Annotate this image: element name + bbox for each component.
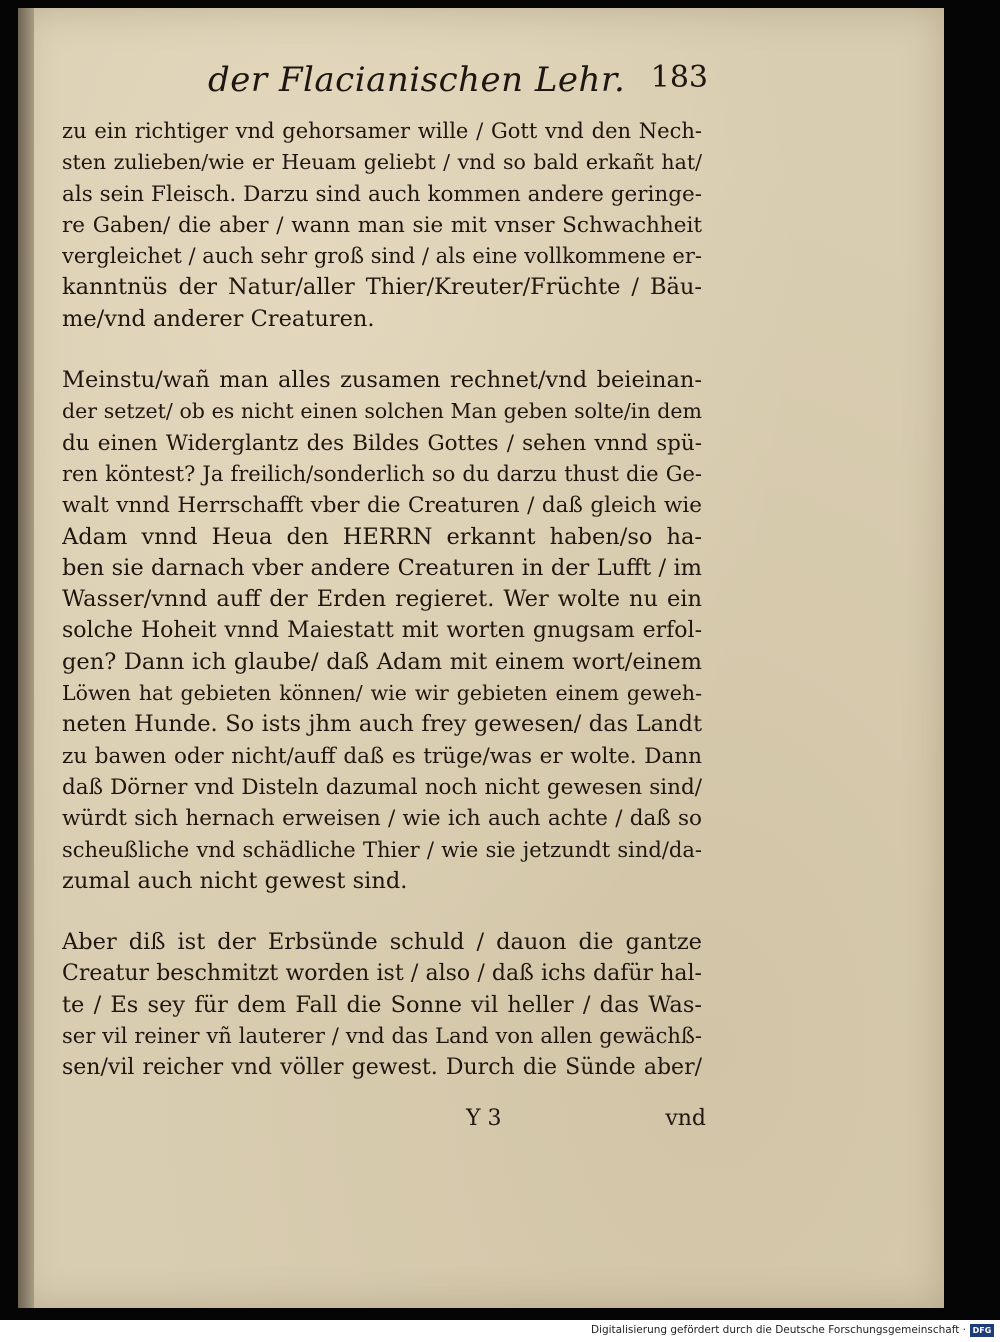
text-line: zumal auch nicht gewest sind. — [62, 867, 408, 894]
credit-bar — [0, 1320, 1000, 1342]
text-line: der setzet/ ob es nicht einen solchen Man geben solte/in dem — [62, 399, 702, 424]
text-line: Aber diß ist der Erbsünde schuld / dauon die gantze — [62, 929, 702, 956]
body-text — [62, 116, 702, 1084]
paragraph-gap — [62, 897, 702, 927]
text-line: ser vil reiner vñ lauterer / vnd das Land von allen gewächß- — [62, 1024, 702, 1049]
text-line: würdt sich hernach erweisen / wie ich auch achte / daß so — [62, 806, 702, 832]
text-line: Wasser/vnnd auff der Erden regieret. Wer wolte nu ein — [62, 586, 702, 613]
funding-credit: Digitalisierung gefördert durch die Deutsche Forschungsgemeinschaft · — [590, 1324, 966, 1336]
book-page — [18, 8, 944, 1308]
text-line: kanntnüs der Natur/aller Thier/Kreuter/Früchte / Bäu- — [62, 274, 702, 301]
text-line: Creatur beschmitzt worden ist / also / daß ichs dafür hal- — [62, 961, 702, 987]
text-line: ben sie darnach vber andere Creaturen in der Lufft / im — [62, 554, 702, 581]
catchword: vnd — [665, 1106, 706, 1131]
signature-mark: Y 3 — [466, 1106, 502, 1131]
text-line: Meinstu/wañ man alles zusamen rechnet/vnd beieinan- — [62, 367, 702, 394]
text-line: zu bawen oder nicht/auff daß es trüge/was er wolte. Dann — [62, 743, 702, 769]
text-line: solche Hoheit vnnd Maiestatt mit worten gnugsam erfol- — [62, 618, 702, 644]
text-line: als sein Fleisch. Darzu sind auch kommen andere geringe- — [62, 181, 702, 207]
paragraph-1 — [62, 116, 702, 335]
text-line: ren köntest? Ja freilich/sonderlich so du darzu thust die Ge- — [62, 461, 702, 486]
page-header — [208, 60, 708, 110]
text-line: neten Hunde. So ists jhm auch frey gewesen/ das Landt — [62, 711, 702, 738]
text-line: gen? Dann ich glaube/ daß Adam mit einem wort/einem — [62, 648, 702, 675]
text-line: scheußliche vnd schädliche Thier / wie sie jetzundt sind/da- — [62, 837, 702, 862]
text-line: walt vnnd Herrschafft vber die Creaturen / daß gleich wie — [62, 493, 702, 519]
text-line: re Gaben/ die aber / wann man sie mit vnser Schwachheit — [62, 212, 702, 238]
text-line: daß Dörner vnd Disteln dazumal noch nicht gewesen sind/ — [62, 774, 702, 800]
text-line: sen/vil reicher vnd völler gewest. Durch die Sünde aber/ — [62, 1055, 702, 1081]
dfg-logo-icon: DFG — [970, 1324, 994, 1337]
text-line: vergleichet / auch sehr groß sind / als eine vollkommene er- — [62, 244, 702, 269]
page-footer — [466, 1106, 706, 1138]
paragraph-3 — [62, 927, 702, 1083]
page-number: 183 — [650, 60, 708, 95]
text-line: te / Es sey für dem Fall die Sonne vil heller / das Was- — [62, 991, 702, 1018]
text-line: Adam vnnd Heua den HERRN erkannt haben/so ha- — [62, 523, 702, 550]
running-head: der Flacianischen Lehr. — [208, 60, 626, 100]
paragraph-gap — [62, 335, 702, 365]
text-line: zu ein richtiger vnd gehorsamer wille / Gott vnd den Nech- — [62, 119, 702, 143]
text-line: me/vnd anderer Creaturen. — [62, 305, 375, 332]
page-gutter — [18, 8, 34, 1308]
text-line: du einen Widerglantz des Bildes Gottes / sehen vnnd spü- — [62, 430, 702, 456]
paragraph-2 — [62, 365, 702, 897]
text-line: sten zulieben/wie er Heuam geliebt / vnd so bald erkañt hat/ — [62, 150, 702, 175]
text-line: Löwen hat gebieten können/ wie wir gebieten einem geweh- — [62, 681, 702, 706]
